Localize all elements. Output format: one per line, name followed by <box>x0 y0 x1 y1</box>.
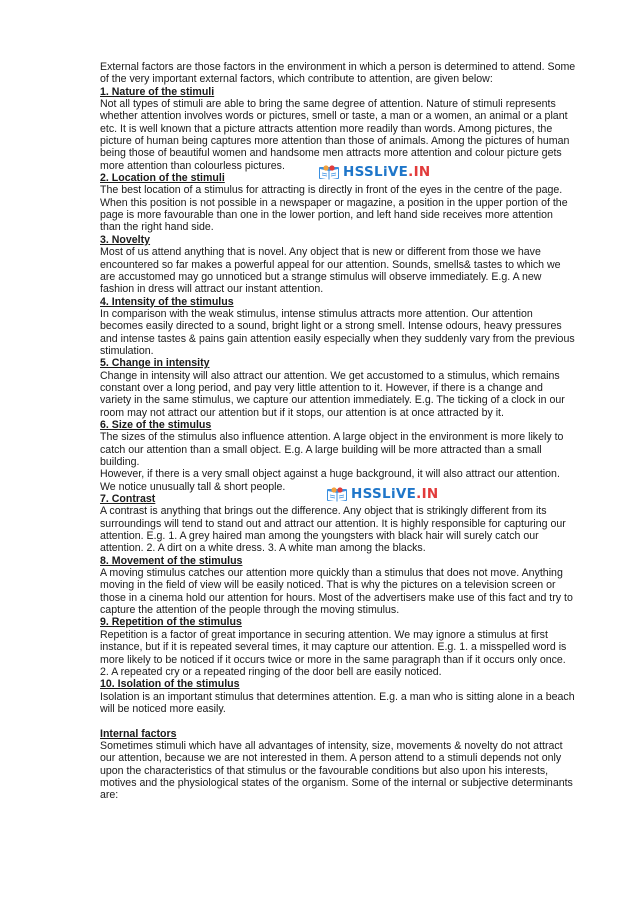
paragraph-isolation: Isolation is an important stimulus that determines attention. E.g. a man who is sitting alone in a beach will be noticed more easily. <box>100 690 575 715</box>
watermark-text: HSSLiVE.IN <box>343 164 431 180</box>
paragraph-intensity: In comparison with the weak stimulus, intense stimulus attracts more attention. Our attention becomes easily directed to a sound, bright light or a strong smell. Intense odours, heavy pressures and intense tastes & pains gain attention easily especially when they suddenly vary from the previous stimulation. <box>100 307 575 357</box>
blank-line <box>100 715 576 727</box>
heading-movement: 8. Movement of the stimulus <box>100 554 243 567</box>
heading-contrast: 7. Contrast <box>100 493 156 506</box>
hsslive-watermark-logo <box>318 163 431 181</box>
paragraph-nature: Not all types of stimuli are able to bring the same degree of attention. Nature of stimuli represents whether attention involves words or pictures, smell or taste, a man or a women, an animal or a plant etc. It is well known that a picture attracts attention more readily than words. Among pictures, the picture of human being captures more attention than those of animals. Among the pictures of human being those of beautiful women and handsome men attracts more attention and colour picture gets more attention than colourless pictures. <box>100 98 570 172</box>
watermark-text: HSSLiVE.IN <box>351 486 439 502</box>
book-reader-icon <box>318 164 340 180</box>
book-reader-icon <box>326 486 348 502</box>
paragraph-size-continued: However, if there is a very small object against a huge background, it will also attract our attention. We notice unusually tall & short people. <box>100 468 560 493</box>
heading-repetition: 9. Repetition of the stimulus <box>100 616 242 629</box>
paragraph-contrast: A contrast is anything that brings out the difference. Any object that is strikingly different from its surroundings will tend to stand out and attract our attention. It is highly responsible for capturing our attention. E.g. 1. A grey haired man among the youngsters with black hair will surely catch our attention. 2. A dirt on a white dress. 3. A white man among the blacks. <box>100 505 566 555</box>
paragraph-internal-factors: Sometimes stimuli which have all advantages of intensity, size, movements & novelty do not attract our attention, because we are not interested in them. A person attend to a stimuli depends not only upon the characteristics of that stimulus or the favourable conditions but also upon his interests, motives and the physiological states of the organism. Some of the internal or subjective determinants are: <box>100 739 573 802</box>
heading-location: 2. Location of the stimuli <box>100 172 225 185</box>
heading-nature: 1. Nature of the stimuli <box>100 85 215 98</box>
heading-intensity: 4. Intensity of the stimulus <box>100 295 234 308</box>
heading-novelty: 3. Novelty <box>100 233 151 246</box>
heading-change-in-intensity: 5. Change in intensity <box>100 357 210 370</box>
paragraph-repetition: Repetition is a factor of great importance in securing attention. We may ignore a stimulus at first instance, but if it is repeated several times, it may capture our attention. E.g. 1. a misspelled word is more likely to be noticed if it occurs twice or more in the same paragraph than if it occurs only once. 2. A repeated cry or a repeated ringing of the door bell are easily noticed. <box>100 628 567 678</box>
paragraph-novelty: Most of us attend anything that is novel. Any object that is new or different from those we have encountered so far makes a powerful appeal for our attention. Sounds, smells& tastes to which we are accustomed may go unnoticed but a strange stimulus will observe immediately. E.g. A new fashion in dress will attract our instant attention. <box>100 246 561 296</box>
heading-isolation: 10. Isolation of the stimulus <box>100 678 240 691</box>
hsslive-watermark-logo <box>326 485 439 503</box>
paragraph-size: The sizes of the stimulus also influence attention. A large object in the environment is more likely to catch our attention than a small object. E.g. A large building will be more attracted than a small building. <box>100 431 564 468</box>
paragraph-movement: A moving stimulus catches our attention more quickly than a stimulus that does not move. Anything moving in the field of view will be easily noticed. That is why the pictures on a television screen or those in a cinema hold our attention for hours. Most of the advertisers make use of this fact and try to capture the attention of the people through the moving stimulus. <box>100 567 573 617</box>
intro-paragraph: External factors are those factors in the environment in which a person is determined to attend. Some of the very important external factors, which contribute to attention, are given below: <box>100 61 576 86</box>
heading-internal-factors: Internal factors <box>100 727 177 740</box>
heading-size: 6. Size of the stimulus <box>100 418 212 431</box>
paragraph-change-in-intensity: Change in intensity will also attract our attention. We get accustomed to a stimulus, which remains constant over a long period, and pay very little attention to it. However, if there is a change and variety in the same stimulus, we capture our attention immediately. E.g. The ticking of a clock in our room may not attract our attention but if it stops, our attention is at once attracted by it. <box>100 369 565 419</box>
paragraph-location: The best location of a stimulus for attracting is directly in front of the eyes in the centre of the page. When this position is not possible in a newspaper or magazine, a position in the upper portion of the page is more favourable than one in the lower portion, and left hand side receives more attention than the right hand side. <box>100 184 568 234</box>
